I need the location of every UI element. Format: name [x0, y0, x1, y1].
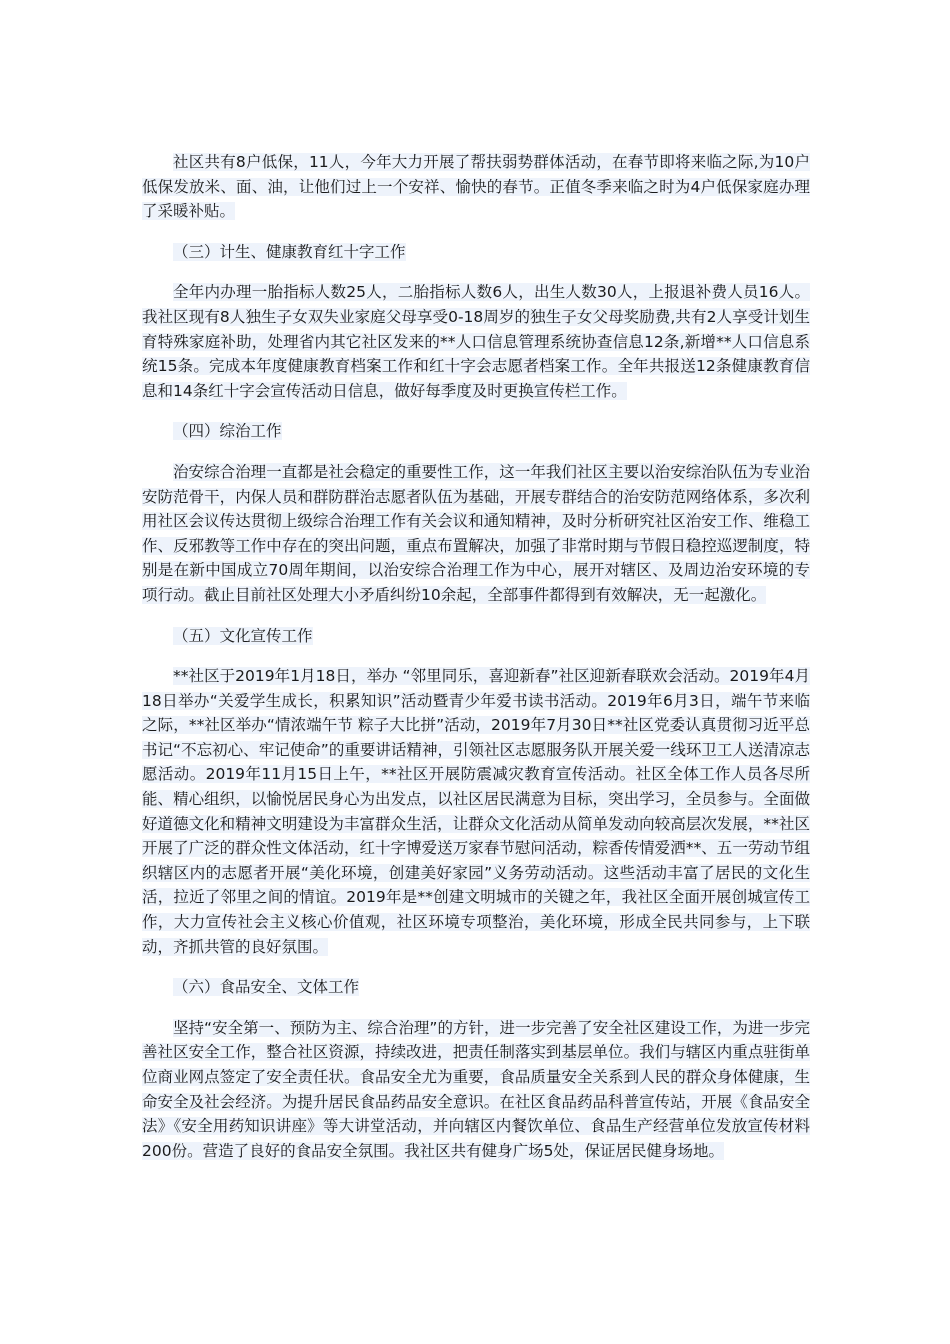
section-heading-public-security: [142, 419, 810, 444]
heading-text: （四）综治工作: [173, 422, 282, 441]
section-heading-culture: [142, 624, 810, 649]
paragraph-text: 社区共有8户低保，11人，今年大力开展了帮扶弱势群体活动，在春节即将来临之际,为10户低保发放米、面、油，让他们过上一个安祥、愉快的春节。正值冬季来临之时为4户低保家庭办理了采暖补贴。: [142, 153, 810, 221]
section-heading-food-safety: [142, 975, 810, 1000]
paragraph-low-income: [142, 150, 810, 224]
paragraph-public-security: [142, 460, 810, 608]
paragraph-text: **社区于2019年1月18日，举办 “邻里同乐，喜迎新春”社区迎新春联欢会活动。2019年4月18日举办“关爱学生成长，积累知识”活动暨青少年爱书读书活动。2019年6月3日，端午节来临之际，**社区举办“情浓端午节 粽子大比拼”活动，2019年7月30日**社区党委认真贯彻习近平总书记“不忘初心、牢记使命”的重要讲话精神，引领社区志愿服务队开展关爱一线环卫工人送清凉志愿活动。2019年11月15日上午，**社区开展防震减灾教育宣传活动。社区全体工作人员各尽所能、精心组织，以愉悦居民身心为出发点，以社区居民满意为目标，突出学习，全员参与。全面做好道德文化和精神文明建设为丰富群众生活，让群众文化活动从简单发动向较高层次发展，**社区开展了广泛的群众性文体活动，红十字博爱送万家春节慰问活动，粽香传情爱洒**、五一劳动节组织辖区内的志愿者开展“美化环境，创建美好家园”义务劳动活动。这些活动丰富了居民的文化生活，拉近了邻里之间的情谊。2019年是**创建文明城市的关键之年，我社区全面开展创城宣传工作，大力宣传社会主义核心价值观，社区环境专项整治，美化环境，形成全民共同参与，上下联动，齐抓共管的良好氛围。: [142, 667, 810, 956]
paragraph-family-planning: [142, 280, 810, 403]
heading-text: （三）计生、健康教育红十字工作: [173, 242, 406, 261]
heading-text: （六）食品安全、文体工作: [173, 978, 360, 997]
section-heading-family-planning: [142, 240, 810, 265]
heading-text: （五）文化宣传工作: [173, 626, 313, 645]
paragraph-culture: [142, 664, 810, 959]
paragraph-food-safety: [142, 1016, 810, 1164]
document-page: [142, 150, 810, 1179]
paragraph-text: 全年内办理一胎指标人数25人，二胎指标人数6人，出生人数30人，上报退补费人员16人。我社区现有8人独生子女双失业家庭父母享受0-18周岁的独生子女父母奖励费,共有2人享受计划生育特殊家庭补助，处理省内其它社区发来的**人口信息管理系统协查信息12条,新增**人口信息系统15条。完成本年度健康教育档案工作和红十字会志愿者档案工作。全年共报送12条健康教育信息和14条红十字会宣传活动日信息，做好每季度及时更换宣传栏工作。: [142, 283, 810, 400]
paragraph-text: 治安综合治理一直都是社会稳定的重要性工作，这一年我们社区主要以治安综治队伍为专业治安防范骨干，内保人员和群防群治志愿者队伍为基础，开展专群结合的治安防范网络体系，多次利用社区会议传达贯彻上级综合治理工作有关会议和通知精神，及时分析研究社区治安工作、维稳工作、反邪教等工作中存在的突出问题，重点布置解决，加强了非常时期与节假日稳控巡逻制度，特别是在新中国成立70周年期间，以治安综合治理工作为中心，展开对辖区、及周边治安环境的专项行动。截止目前社区处理大小矛盾纠纷10余起，全部事件都得到有效解决，无一起激化。: [142, 462, 810, 604]
paragraph-text: 坚持“安全第一、预防为主、综合治理”的方针，进一步完善了安全社区建设工作，为进一步完善社区安全工作，整合社区资源，持续改进，把责任制落实到基层单位。我们与辖区内重点驻街单位商业网点签定了安全责任状。食品安全尤为重要，食品质量安全关系到人民的群众身体健康，生命安全及社会经济。为提升居民食品药品安全意识。在社区食品药品科普宣传站，开展《食品安全法》《安全用药知识讲座》等大讲堂活动，并向辖区内餐饮单位、食品生产经营单位发放宣传材料200份。营造了良好的食品安全氛围。我社区共有健身广场5处，保证居民健身场地。: [142, 1018, 810, 1160]
